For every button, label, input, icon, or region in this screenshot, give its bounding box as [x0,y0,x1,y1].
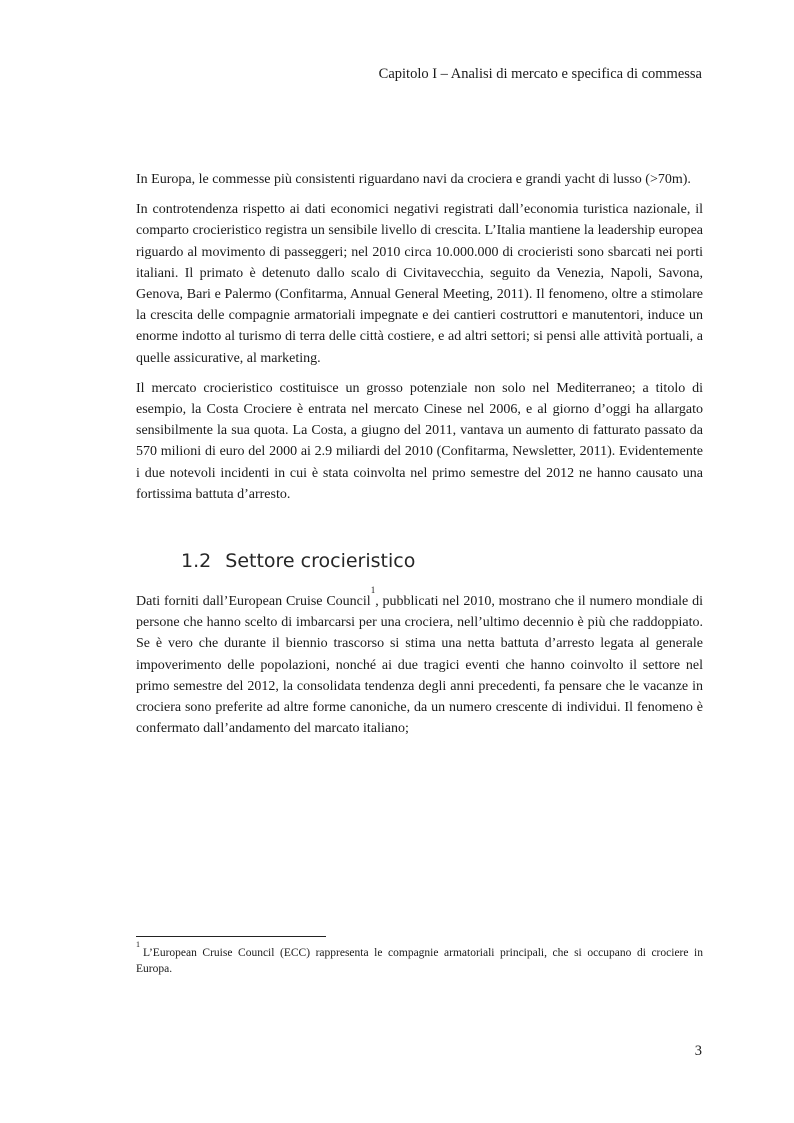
section-number: 1.2 [181,550,212,573]
footnote-mark: 1 [136,940,140,949]
body-paragraph-1: In Europa, le commesse più consistenti riguardano navi da crociera e grandi yacht di lusso (>70m). [136,172,691,187]
footnote-reference[interactable]: 1 [370,585,376,596]
page-body [136,169,703,748]
section-heading [181,549,703,591]
body-paragraph-2: In controtendenza rispetto ai dati economici negativi registrati dall’economia turistica nazionale, il comparto crocieristico registra un sensibile livello di crescita. L’Italia mantiene la leadership europea riguardo al movimento di passeggeri; nel 2010 circa 10.000.000 di crocieristi sono sbarcati nei porti italiani. Il primato è detenuto dallo scalo di Civitavecchia, seguito da Venezia, Napoli, Savona, Genova, Bari e Palermo (Confitarma, Annual General Meeting, 2011). Il fenomeno, oltre a stimolare la crescita delle compagnie armatoriali impegnate e dei cantieri costruttori e manutentori, induce un enorme indotto al turismo di terra delle città costiere, e ad altri settori; si pensi alle attività portuali, a quelle assicurative, al marketing. [136,202,703,366]
section-title: Settore crocieristico [225,550,416,573]
section-paragraph-rest: , pubblicati nel 2010, mostrano che il numero mondiale di persone che hanno scelto di imbarcarsi per una crociera, nell’ultimo decennio è più che raddoppiato. Se è vero che durante il biennio trascorso si stima una netta battuta d’arresto legata al generale impoverimento delle popolazioni, nonché ai due tragici eventi che hanno coinvolto il settore nel primo semestre del 2012, la consolidata tendenza degli anni precedenti, fa pensare che le vacanze in crociera sono preferite ad altre forme canoniche, da un numero crescente di individui. Il fenomeno è confermato dall’andamento del marcato italiano; [136,594,703,737]
footnote-separator [136,936,326,937]
page-number: 3 [694,1043,702,1059]
body-paragraph-3: Il mercato crocieristico costituisce un grosso potenziale non solo nel Mediterraneo; a titolo di esempio, la Costa Crociere è entrata nel mercato Cinese nel 2006, e al giorno d’oggi ha allargato sensibilmente la sua quota. La Costa, a giugno del 2011, vantava un aumento di fatturato passato da 570 milioni di euro del 2000 ai 2.9 miliardi del 2010 (Confitarma, Newsletter, 2011). Evidentemente i due notevoli incidenti in cui è stata coinvolta nel primo semestre del 2012 ne hanno causato una fortissima battuta d’arresto. [136,380,703,502]
section-paragraph-start: Dati forniti dall’European Cruise Council [136,594,371,610]
footnote [136,941,703,977]
section-paragraph [136,585,703,739]
running-header: Capitolo I – Analisi di mercato e specifica di commessa [378,66,702,82]
footnote-text: L’European Cruise Council (ECC) rappresenta le compagnie armatoriali principali, che si occupano di crociere in Europa. [136,946,703,975]
